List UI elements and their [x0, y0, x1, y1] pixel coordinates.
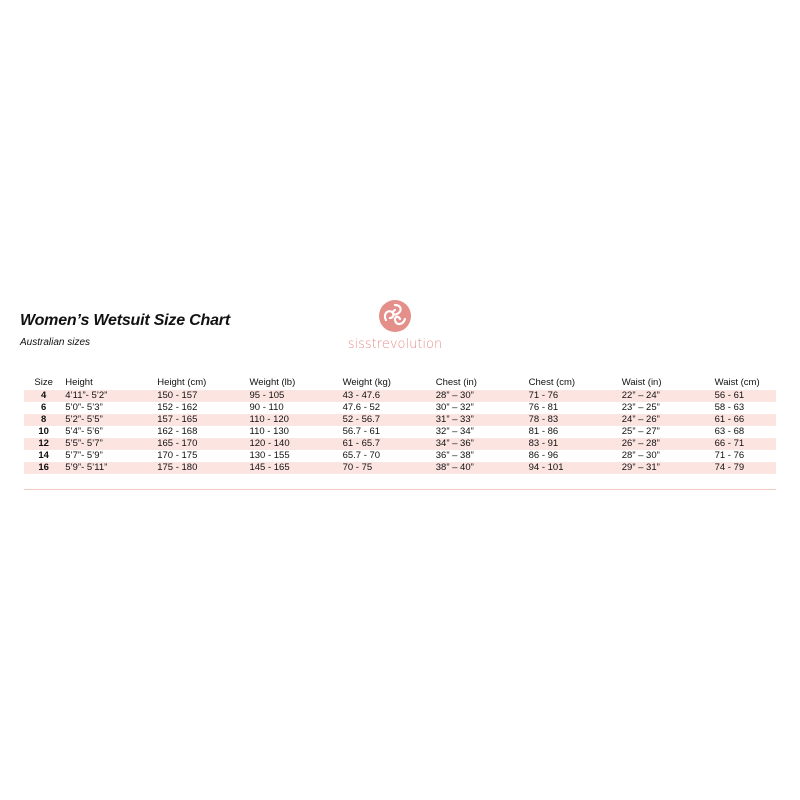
table-cell: 66 - 71	[713, 438, 776, 450]
table-cell: 94 - 101	[527, 462, 620, 474]
table-cell: 25” – 27”	[620, 426, 713, 438]
column-header-chest-in: Chest (in)	[435, 376, 477, 388]
table-row	[24, 462, 776, 474]
table-cell: 31” – 33”	[434, 414, 527, 426]
column-header-waist-in: Waist (in)	[621, 376, 662, 388]
table-row	[24, 450, 776, 462]
table-cell: 61 - 66	[713, 414, 776, 426]
table-cell: 90 - 110	[247, 402, 340, 414]
table-cell: 65.7 - 70	[341, 450, 434, 462]
table-cell: 5’2”- 5’5”	[63, 414, 155, 426]
column-header-waist-cm: Waist (cm)	[714, 376, 760, 388]
table-cell-size: 12	[24, 438, 63, 450]
table-row	[24, 402, 776, 414]
table-cell-size: 6	[24, 402, 63, 414]
table-cell-size: 8	[24, 414, 63, 426]
table-cell: 56.7 - 61	[341, 426, 434, 438]
table-cell: 24” – 26”	[620, 414, 713, 426]
table-cell: 38” – 40”	[434, 462, 527, 474]
table-cell: 74 - 79	[713, 462, 776, 474]
table-cell: 29” – 31”	[620, 462, 713, 474]
table-cell: 76 - 81	[527, 402, 620, 414]
table-cell: 5’9”- 5’11”	[63, 462, 155, 474]
table-cell: 70 - 75	[341, 462, 434, 474]
table-row	[24, 438, 776, 450]
page-subtitle: Australian sizes	[20, 337, 91, 348]
table-cell: 83 - 91	[527, 438, 620, 450]
table-cell: 63 - 68	[713, 426, 776, 438]
table-cell: 71 - 76	[527, 390, 620, 402]
table-cell: 47.6 - 52	[341, 402, 434, 414]
table-cell: 61 - 65.7	[341, 438, 434, 450]
table-cell: 120 - 140	[247, 438, 340, 450]
column-header-height-cm: Height (cm)	[157, 376, 207, 388]
table-cell: 5’0”- 5’3”	[63, 402, 155, 414]
table-cell: 110 - 120	[247, 414, 340, 426]
table-cell: 81 - 86	[527, 426, 620, 438]
table-cell: 110 - 130	[247, 426, 340, 438]
table-cell: 5’7”- 5’9”	[63, 450, 155, 462]
table-cell: 170 - 175	[155, 450, 247, 462]
table-cell: 23” – 25”	[620, 402, 713, 414]
table-header-row	[24, 374, 776, 390]
column-header-weight-kg: Weight (kg)	[342, 376, 391, 388]
table-cell: 165 - 170	[155, 438, 247, 450]
table-cell: 52 - 56.7	[341, 414, 434, 426]
table-cell: 43 - 47.6	[341, 390, 434, 402]
table-cell-size: 14	[24, 450, 63, 462]
size-chart-table	[24, 374, 776, 474]
table-cell: 32” – 34”	[434, 426, 527, 438]
table-cell: 150 - 157	[155, 390, 247, 402]
table-row	[24, 426, 776, 438]
brand-logo	[339, 298, 451, 358]
brand-wordmark: sisstrevolution	[347, 337, 443, 352]
table-cell: 56 - 61	[713, 390, 776, 402]
column-header-height: Height	[65, 376, 93, 388]
table-cell: 175 - 180	[155, 462, 247, 474]
table-cell: 58 - 63	[713, 402, 776, 414]
table-row	[24, 390, 776, 402]
table-cell: 5’5”- 5’7”	[63, 438, 155, 450]
table-cell: 162 - 168	[155, 426, 247, 438]
table-cell: 157 - 165	[155, 414, 247, 426]
table-cell: 5’4”- 5’6”	[63, 426, 155, 438]
table-cell: 22” – 24”	[620, 390, 713, 402]
table-cell: 28” – 30”	[620, 450, 713, 462]
table-row	[24, 414, 776, 426]
table-cell: 130 - 155	[247, 450, 340, 462]
table-cell: 28” – 30”	[434, 390, 527, 402]
page-title: Women’s Wetsuit Size Chart	[20, 312, 230, 329]
column-header-size: Size	[34, 376, 53, 388]
table-cell: 95 - 105	[247, 390, 340, 402]
table-cell: 4’11”- 5’2”	[63, 390, 155, 402]
table-cell: 71 - 76	[713, 450, 776, 462]
table-cell: 86 - 96	[527, 450, 620, 462]
table-cell: 30” – 32”	[434, 402, 527, 414]
table-cell-size: 16	[24, 462, 63, 474]
column-header-weight-lb: Weight (lb)	[249, 376, 296, 388]
table-cell-size: 10	[24, 426, 63, 438]
table-cell-size: 4	[24, 390, 63, 402]
table-cell: 145 - 165	[247, 462, 340, 474]
swirl-logo-icon	[379, 300, 411, 332]
table-cell: 152 - 162	[155, 402, 247, 414]
column-header-chest-cm: Chest (cm)	[528, 376, 576, 388]
table-cell: 34” – 36”	[434, 438, 527, 450]
table-cell: 26” – 28”	[620, 438, 713, 450]
table-bottom-divider	[24, 489, 776, 490]
table-cell: 36” – 38”	[434, 450, 527, 462]
table-cell: 78 - 83	[527, 414, 620, 426]
